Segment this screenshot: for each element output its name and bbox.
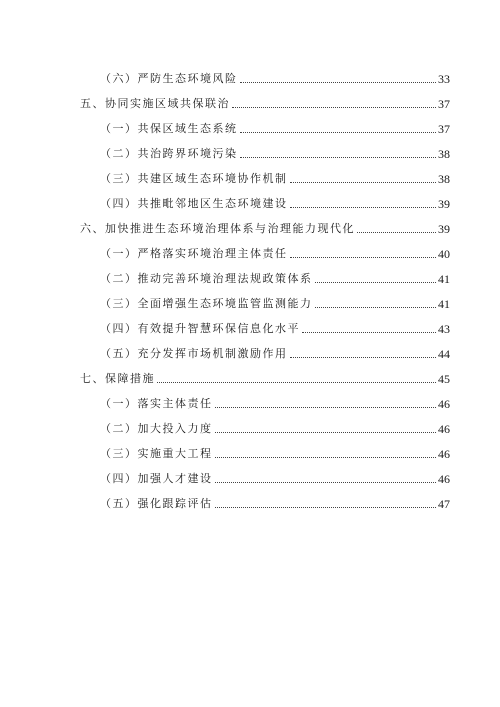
toc-dot-leader [215,506,437,508]
toc-entry[interactable] [0,241,500,261]
toc-page-number: 39 [438,222,450,236]
toc-entry[interactable] [0,141,500,161]
toc-page-number: 45 [438,372,450,386]
toc-entry[interactable] [0,66,500,86]
toc-entry-title: （四）加强人才建设 [100,472,213,485]
toc-dot-leader [215,406,437,408]
toc-entry-title: 七、保障措施 [80,372,155,385]
toc-entry[interactable] [0,341,500,361]
toc-entry-title: （四）有效提升智慧环保信息化水平 [100,322,300,335]
toc-entry-title: （四）共推毗邻地区生态环境建设 [100,197,288,210]
toc-page-number: 43 [438,322,450,336]
toc-entry-title: （二）推动完善环境治理法规政策体系 [100,272,313,285]
toc-entry-title: （三）实施重大工程 [100,447,213,460]
toc-dot-leader [302,331,436,333]
toc-dot-leader [215,481,437,483]
toc-entry-title: （三）共建区域生态环境协作机制 [100,172,288,185]
toc-entry-title: （一）共保区域生态系统 [100,122,238,135]
toc-page-number: 33 [438,72,450,86]
toc-entry[interactable] [0,266,500,286]
toc-page-number: 46 [438,472,450,486]
toc-page-number: 41 [438,272,450,286]
toc-entry-title: （一）落实主体责任 [100,397,213,410]
toc-entry-title: （五）强化跟踪评估 [100,497,213,510]
toc-entry-title: （二）共治跨界环境污染 [100,147,238,160]
toc-dot-leader [215,456,437,458]
toc-entry[interactable] [0,216,500,236]
toc-entry-title: （三）全面增强生态环境监管监测能力 [100,297,313,310]
toc-page-number: 44 [438,347,450,361]
toc-dot-leader [240,131,437,133]
toc-entry-title: （一）严格落实环境治理主体责任 [100,247,288,260]
toc-page-number: 47 [438,497,450,511]
toc-page-number: 38 [438,172,450,186]
toc-page-number: 37 [438,97,450,111]
toc-dot-leader [240,81,437,83]
toc-entry[interactable] [0,91,500,111]
toc-dot-leader [290,181,437,183]
toc-entry[interactable] [0,466,500,486]
toc-entry-title: （五）充分发挥市场机制激励作用 [100,347,288,360]
toc-page-number: 37 [438,122,450,136]
toc-entry[interactable] [0,191,500,211]
toc-entry[interactable] [0,366,500,386]
toc-entry-title: 五、协同实施区域共保联治 [80,97,230,110]
toc-dot-leader [315,306,437,308]
toc-entry-title: （六）严防生态环境风险 [100,72,238,85]
toc-dot-leader [290,356,437,358]
toc-entry[interactable] [0,441,500,461]
toc-dot-leader [357,231,436,233]
toc-dot-leader [290,256,437,258]
toc-entry[interactable] [0,291,500,311]
toc-page-number: 39 [438,197,450,211]
toc-entry-title: （二）加大投入力度 [100,422,213,435]
toc-dot-leader [232,106,436,108]
toc-entry[interactable] [0,316,500,336]
toc-entry[interactable] [0,416,500,436]
toc-page-number: 46 [438,422,450,436]
toc-entry[interactable] [0,166,500,186]
toc-dot-leader [240,156,437,158]
toc-dot-leader [290,206,437,208]
toc-entry[interactable] [0,391,500,411]
toc-dot-leader [157,381,436,383]
toc-entry[interactable] [0,116,500,136]
toc-page-number: 46 [438,447,450,461]
toc-dot-leader [315,281,437,283]
toc-dot-leader [215,431,437,433]
toc-page-number: 41 [438,297,450,311]
toc-entry[interactable] [0,491,500,511]
toc-page-number: 38 [438,147,450,161]
toc-entry-title: 六、加快推进生态环境治理体系与治理能力现代化 [80,222,355,235]
toc-page-number: 40 [438,247,450,261]
toc-page-number: 46 [438,397,450,411]
